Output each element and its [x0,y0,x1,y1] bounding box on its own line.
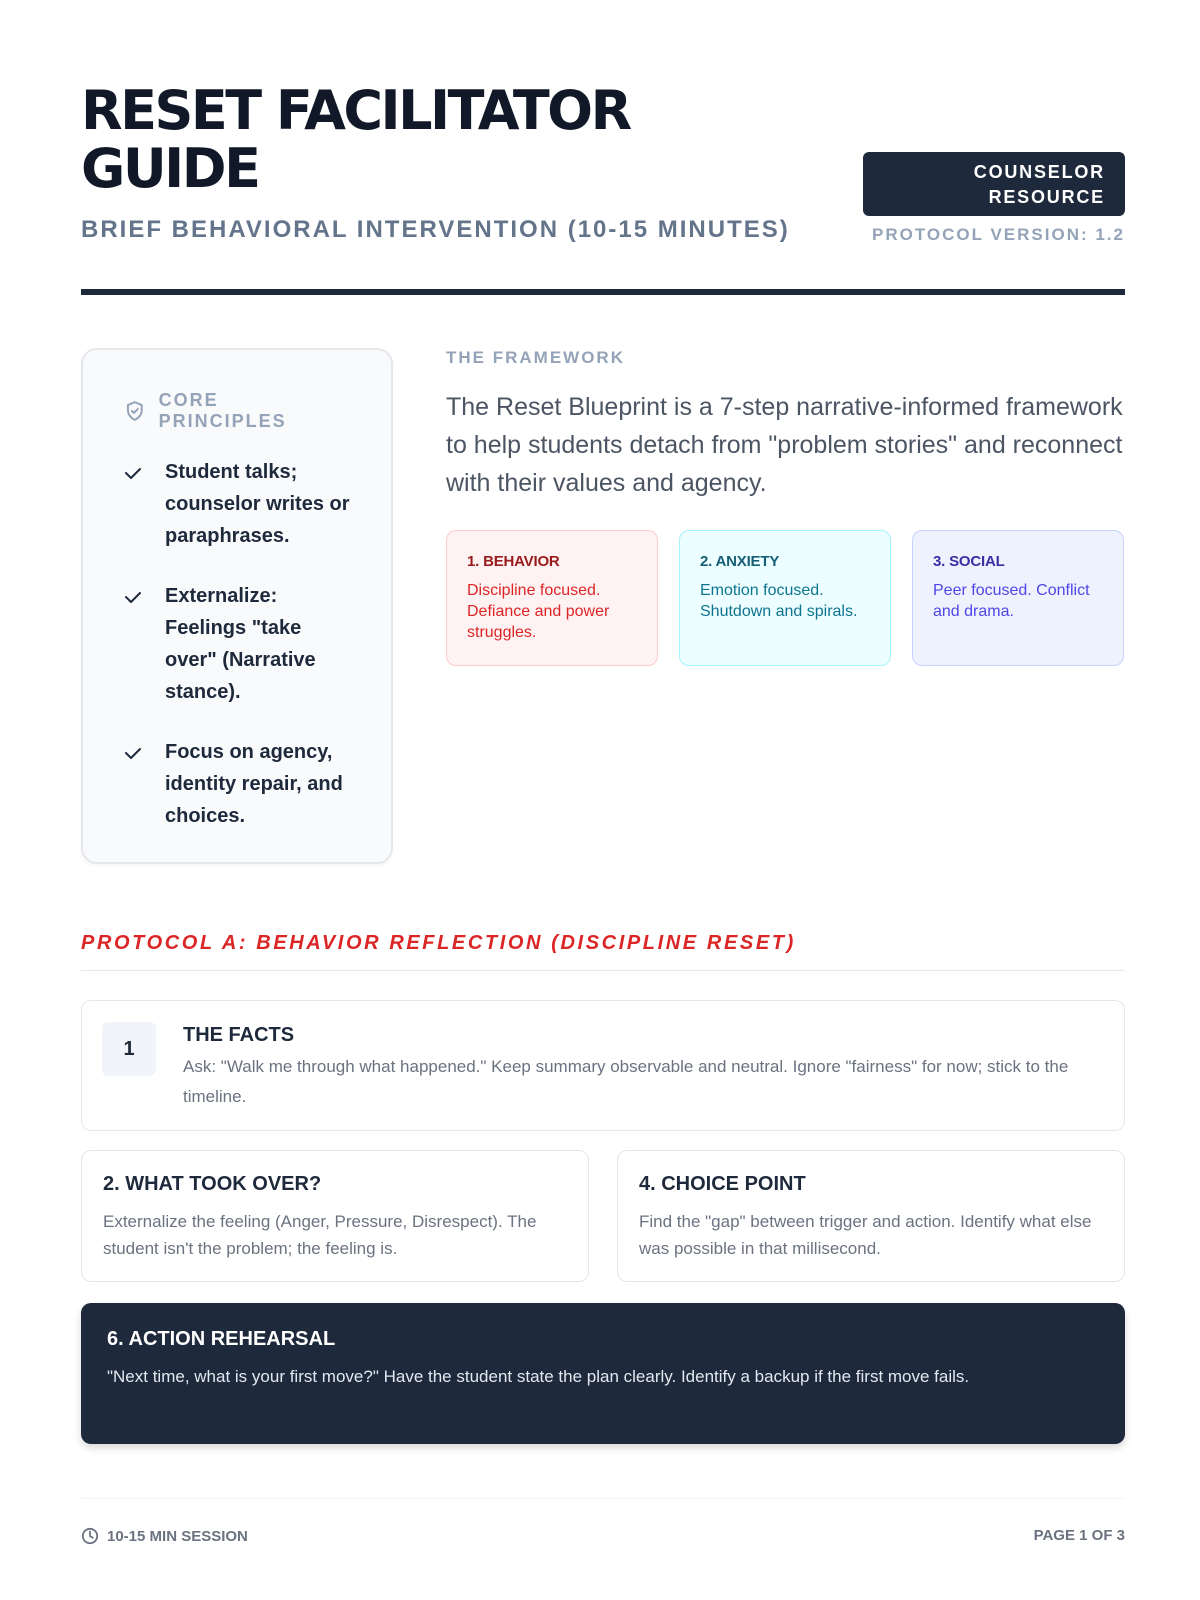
principle-item [123,456,351,552]
card-text: Peer focused. Conflict and drama. [933,582,1090,620]
step-number: 1 [102,1022,156,1076]
step-text: Externalize the feeling (Anger, Pressure, Disrespect). The student isn't the problem; the feeling is. [103,1212,537,1258]
framework-section [446,348,1125,666]
step-title: 6. ACTION REHEARSAL [107,1328,336,1350]
counselor-resource-badge: COUNSELOR RESOURCE [863,152,1125,216]
principle-text: Student talks; counselor writes or paraphrases. [165,461,350,547]
core-principles-header [123,390,351,432]
step-text: Find the "gap" between trigger and action. Identify what else was possible in that millisecond. [639,1212,1092,1258]
step-facts [81,1000,1125,1131]
protocol-a-title: PROTOCOL A: BEHAVIOR REFLECTION (DISCIPLINE RESET) [81,932,796,954]
social-card [912,530,1124,666]
principle-item [123,736,351,832]
step-action-rehearsal [81,1303,1125,1444]
framework-cards [446,530,1125,666]
page-subtitle: BRIEF BEHAVIORAL INTERVENTION (10-15 MINUTES) [81,216,790,243]
page-indicator: PAGE 1 OF 3 [1033,1527,1125,1544]
session-length: 10-15 MIN SESSION [107,1527,248,1545]
step-title: THE FACTS [183,1024,295,1046]
anxiety-card [679,530,891,666]
shield-check-icon [123,399,147,423]
check-icon [123,743,143,763]
card-title: 1. BEHAVIOR [467,553,560,570]
card-title: 3. SOCIAL [933,553,1005,570]
core-principles-title: CORE PRINCIPLES [158,390,287,431]
page-title: RESET FACILITATOR GUIDE [81,79,630,200]
protocol-divider [81,970,1125,971]
step-what-took-over [81,1150,589,1282]
principle-item [123,580,351,708]
header-divider [81,289,1125,295]
behavior-card [446,530,658,666]
framework-label: THE FRAMEWORK [446,348,625,367]
step-text: Ask: "Walk me through what happened." Keep summary observable and neutral. Ignore "fairness" for now; stick to the timeline. [183,1057,1069,1106]
step-title: 2. WHAT TOOK OVER? [103,1173,322,1195]
step-choice-point [617,1150,1125,1282]
footer-divider [81,1498,1125,1499]
framework-description: The Reset Blueprint is a 7-step narrative-informed framework to help students detach from "problem stories" and reconnect with their values and agency. [446,393,1123,497]
card-text: Emotion focused. Shutdown and spirals. [700,582,858,620]
principle-text: Focus on agency, identity repair, and choices. [165,741,343,827]
core-principles-panel [81,348,393,864]
check-icon [123,587,143,607]
principle-text: Externalize: Feelings "take over" (Narrative stance). [165,585,316,703]
card-text: Discipline focused. Defiance and power struggles. [467,582,610,641]
clock-icon [81,1527,99,1545]
header [81,79,1125,244]
card-title: 2. ANXIETY [700,553,780,570]
protocol-version: PROTOCOL VERSION: 1.2 [872,225,1125,244]
footer-session [81,1527,248,1545]
check-icon [123,463,143,483]
step-title: 4. CHOICE POINT [639,1173,806,1195]
step-text: "Next time, what is your first move?" Have the student state the plan clearly. Identify a backup if the first move fails. [107,1367,970,1386]
